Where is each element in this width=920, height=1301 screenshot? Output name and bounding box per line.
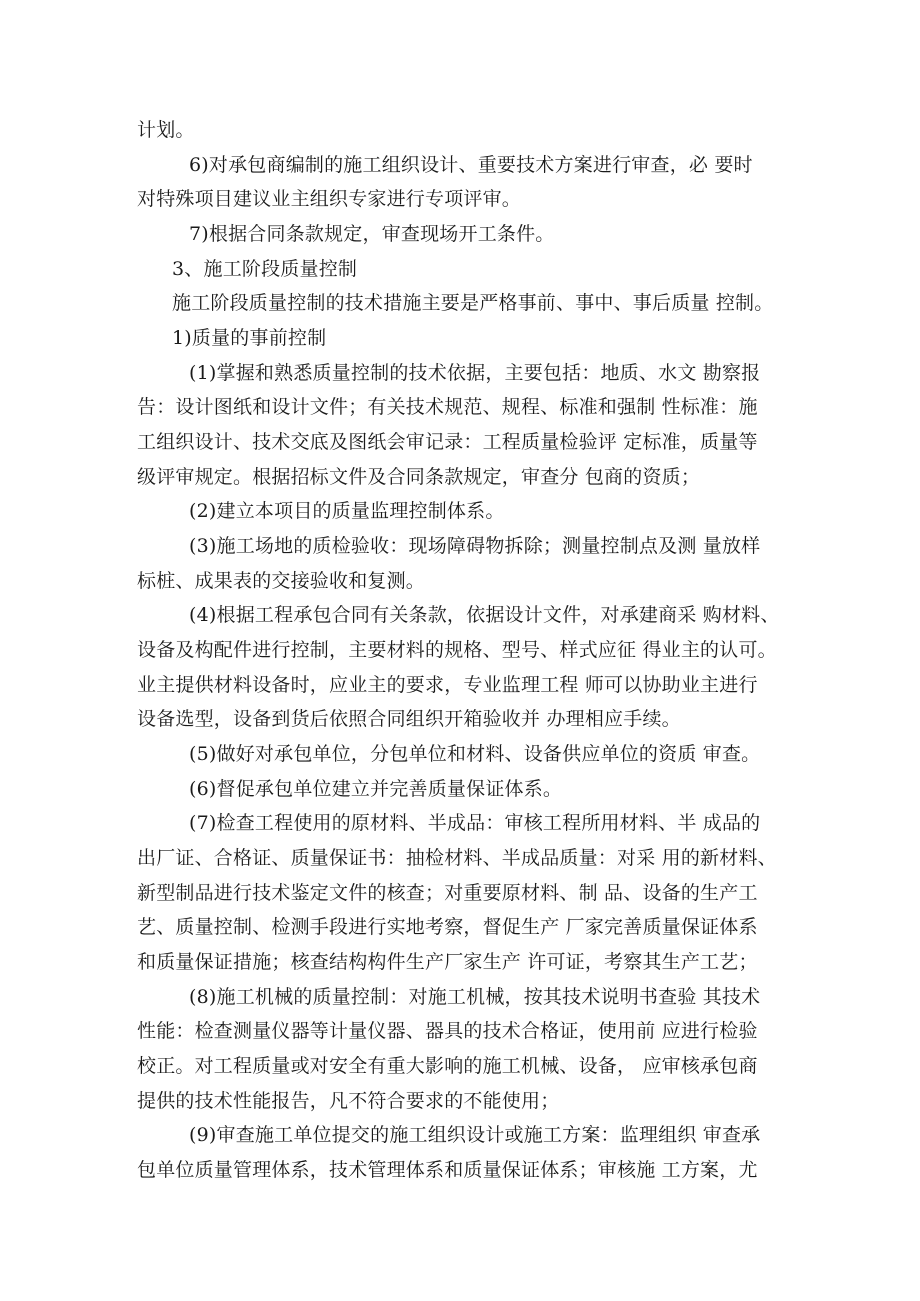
text-line: 设备及构配件进行控制，主要材料的规格、型号、样式应征 得业主的认可。 xyxy=(137,639,777,661)
text-line: 工组织设计、技术交底及图纸会审记录：工程质量检验评 定标准，质量等 xyxy=(137,431,758,453)
text-line: 施工阶段质量控制的技术措施主要是严格事前、事中、事后质量 控制。 xyxy=(172,292,774,314)
text-line: 包单位质量管理体系，技术管理体系和质量保证体系；审核施 工方案，尤 xyxy=(137,1159,758,1181)
text-line: (1)掌握和熟悉质量控制的技术依据，主要包括：地质、水文 勘察报 xyxy=(189,362,761,384)
text-line: 新型制品进行技术鉴定文件的核查；对重要原材料、制 品、设备的生产工 xyxy=(137,882,758,904)
text-line: (7)检查工程使用的原材料、半成品：审核工程所用材料、半 成品的 xyxy=(189,812,761,834)
text-line: (6)督促承包单位建立并完善质量保证体系。 xyxy=(189,778,563,800)
text-line: (8)施工机械的质量控制：对施工机械，按其技术说明书查验 其技术 xyxy=(189,986,761,1008)
text-line: 告：设计图纸和设计文件；有关技术规范、规程、标准和强制 性标准：施 xyxy=(137,396,758,418)
text-line: 标桩、成果表的交接验收和复测。 xyxy=(137,570,426,592)
text-line: 级评审规定。根据招标文件及合同条款规定，审查分 包商的资质； xyxy=(137,466,701,488)
section-heading: 3、施工阶段质量控制 xyxy=(172,258,358,280)
text-line: 提供的技术性能报告，凡不符合要求的不能使用； xyxy=(137,1090,560,1112)
text-line: 业主提供材料设备时，应业主的要求，专业监理工程 师可以协助业主进行 xyxy=(137,674,758,696)
text-line: 计划。 xyxy=(137,119,195,141)
text-line: 出厂证、合格证、质量保证书：抽检材料、半成品质量：对采 用的新材料、 xyxy=(137,847,777,869)
text-line: 对特殊项目建议业主组织专家进行专项评审。 xyxy=(137,188,522,210)
text-line: 和质量保证措施；核查结构构件生产厂家生产 许可证，考察其生产工艺； xyxy=(137,951,758,973)
text-line: 性能：检查测量仪器等计量仪器、器具的技术合格证，使用前 应进行检验 xyxy=(137,1020,758,1042)
text-line: 设备选型，设备到货后依照合同组织开箱验收并 办理相应手续。 xyxy=(137,708,681,730)
text-line: 7)根据合同条款规定，审查现场开工条件。 xyxy=(189,223,555,245)
text-line: 艺、质量控制、检测手段进行实地考察，督促生产 厂家完善质量保证体系 xyxy=(137,916,758,938)
text-line: (9)审查施工单位提交的施工组织设计或施工方案：监理组织 审查承 xyxy=(189,1124,761,1146)
text-line: 6)对承包商编制的施工组织设计、重要技术方案进行审查，必 要时 xyxy=(189,154,753,176)
text-line: (3)施工场地的质检验收：现场障碍物拆除；测量控制点及测 量放样 xyxy=(189,535,761,557)
text-line: (4)根据工程承包合同有关条款，依据设计文件，对承建商采 购材料、 xyxy=(189,604,780,626)
text-line: (2)建立本项目的质量监理控制体系。 xyxy=(189,500,505,522)
text-line: 校正。对工程质量或对安全有重大影响的施工机械、设备， 应审核承包商 xyxy=(137,1055,758,1077)
subsection-heading: 1)质量的事前控制 xyxy=(172,327,327,349)
text-line: (5)做好对承包单位，分包单位和材料、设备供应单位的资质 审查。 xyxy=(189,743,761,765)
